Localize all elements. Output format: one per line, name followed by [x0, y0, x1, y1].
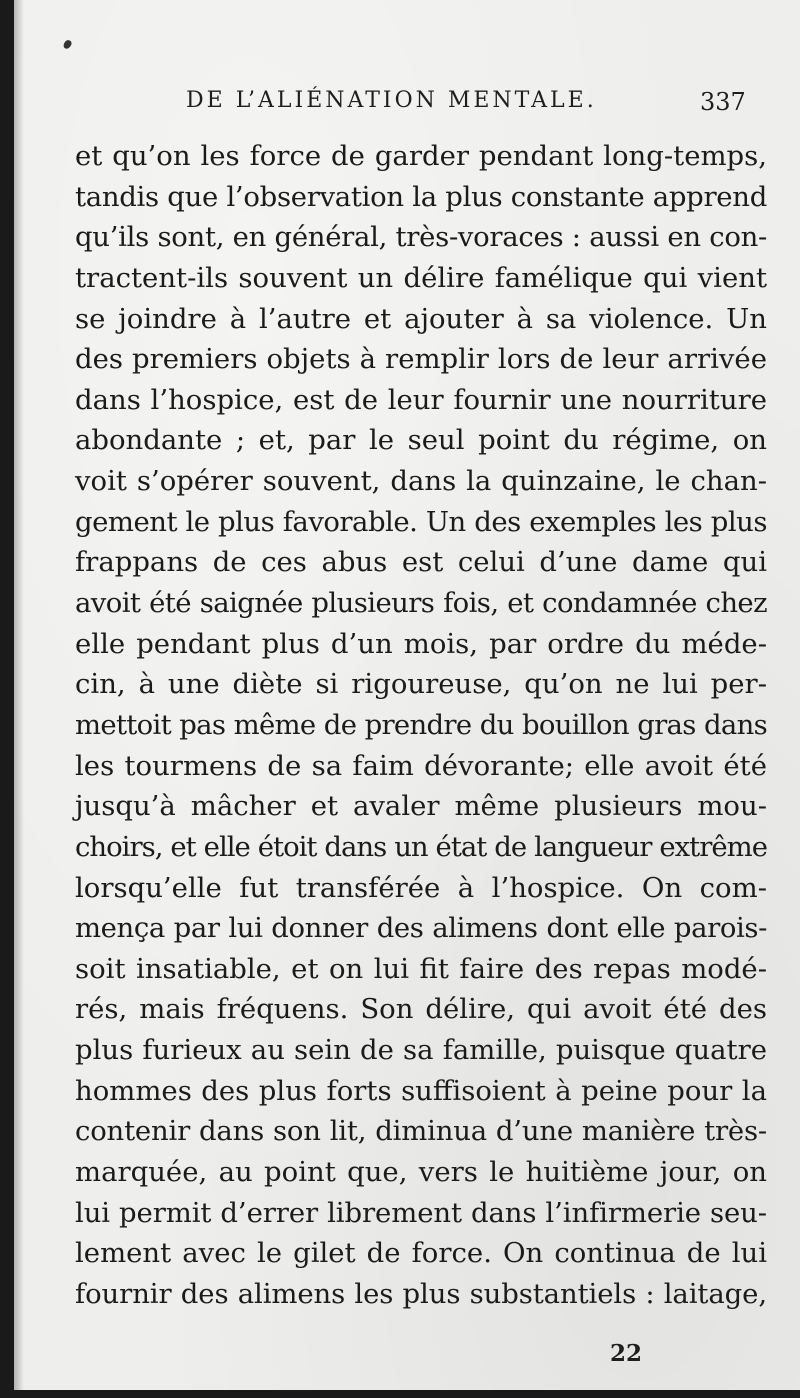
text-line: gement le plus favorable. Un des exemples les plus — [75, 505, 767, 538]
signature-mark: 22 — [610, 1340, 643, 1367]
book-page — [14, 0, 800, 1390]
text-line: contenir dans son lit, diminua d’une manière très- — [75, 1115, 767, 1148]
text-line: tractent-ils souvent un délire famélique qui vient — [75, 261, 767, 294]
text-line: choirs, et elle étoit dans un état de langueur extrême — [75, 830, 767, 863]
text-line: elle pendant plus d’un mois, par ordre du méde- — [75, 627, 767, 660]
text-line: cin, à une diète si rigoureuse, qu’on ne lui per- — [75, 668, 767, 701]
body-text — [75, 136, 767, 1315]
text-line: mença par lui donner des alimens dont elle parois- — [75, 912, 767, 945]
text-line: plus furieux au sein de sa famille, puisque quatre — [75, 1034, 767, 1067]
text-line: dans l’hospice, est de leur fournir une nourriture — [75, 383, 767, 416]
text-line: se joindre à l’autre et ajouter à sa violence. Un — [75, 302, 767, 335]
text-line: marquée, au point que, vers le huitième jour, on — [75, 1156, 767, 1189]
text-line: rés, mais fréquens. Son délire, qui avoit été des — [75, 993, 767, 1026]
text-line: lui permit d’errer librement dans l’infirmerie seu- — [75, 1196, 767, 1229]
text-line: des premiers objets à remplir lors de leur arrivée — [75, 343, 767, 376]
text-line: abondante ; et, par le seul point du régime, on — [75, 424, 767, 457]
gutter-shadow — [14, 0, 24, 1390]
text-line: voit s’opérer souvent, dans la quinzaine, le chan- — [75, 465, 767, 498]
text-line: les tourmens de sa faim dévorante; elle avoit été — [75, 749, 767, 782]
page-number: 337 — [700, 88, 746, 116]
text-line: fournir des alimens les plus substantiels : laitage, — [75, 1277, 767, 1310]
running-head — [14, 88, 800, 120]
text-line: soit insatiable, et on lui fit faire des repas modé- — [75, 952, 767, 985]
text-line: avoit été saignée plusieurs fois, et condamnée chez — [75, 587, 767, 620]
text-line: lement avec le gilet de force. On continua de lui — [75, 1237, 767, 1270]
text-line: qu’ils sont, en général, très-voraces : aussi en con- — [75, 221, 767, 254]
text-line: tandis que l’observation la plus constante apprend — [75, 180, 767, 213]
text-line: hommes des plus forts suffisoient à peine pour la — [75, 1074, 767, 1107]
running-head-title: DE L’ALIÉNATION MENTALE. — [186, 88, 597, 113]
ink-speck — [62, 39, 72, 50]
text-line: mettoit pas même de prendre du bouillon gras dans — [75, 708, 767, 741]
text-line: lorsqu’elle fut transférée à l’hospice. On com- — [75, 871, 767, 904]
text-line: frappans de ces abus est celui d’une dame qui — [75, 546, 767, 579]
text-line: jusqu’à mâcher et avaler même plusieurs mou- — [75, 790, 767, 823]
text-line: et qu’on les force de garder pendant long-temps, — [75, 140, 767, 172]
